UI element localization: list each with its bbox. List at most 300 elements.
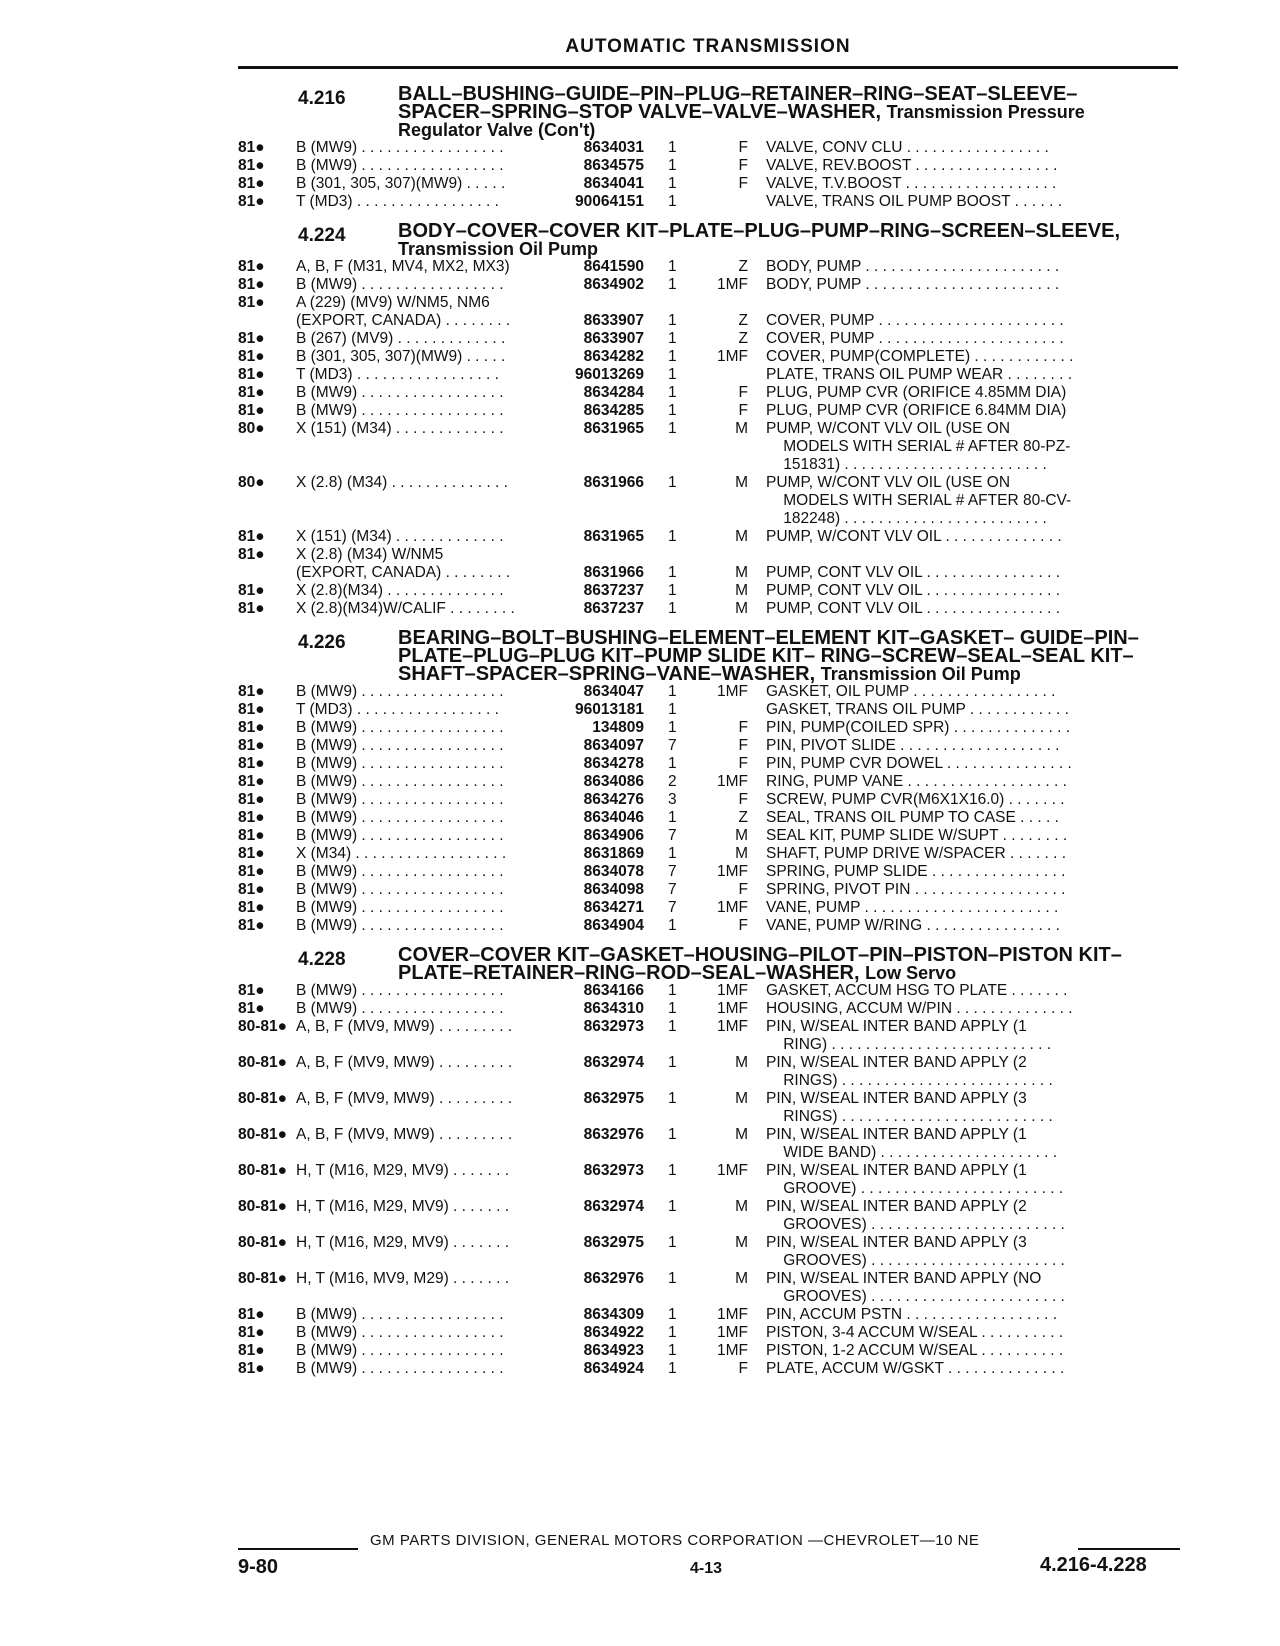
part-description: PLATE, TRANS OIL PUMP WEAR . . . . . . . . — [766, 366, 1073, 383]
part-description: PIN, W/SEAL INTER BAND APPLY (NO GROOVES) . . . . . . . . . . . . . . . . . . . . . . . — [766, 1270, 1065, 1305]
part-entry — [238, 157, 1178, 175]
source-code — [706, 546, 748, 564]
part-entry — [238, 312, 1178, 330]
quantity: 1 — [668, 845, 677, 862]
model-year: 81● — [238, 827, 265, 844]
source-code: Z — [738, 258, 748, 275]
model-year: 81● — [238, 719, 265, 736]
quantity: 7 — [668, 899, 677, 916]
model-year: 81● — [238, 582, 265, 599]
quantity: 1 — [668, 348, 677, 365]
model-year: 81● — [238, 863, 265, 880]
part-number: 8631966 — [583, 564, 644, 581]
part-description — [748, 294, 1119, 312]
model-year: 81● — [238, 1306, 265, 1323]
application: B (MW9) . . . . . . . . . . . . . . . . . — [296, 719, 504, 736]
part-description: PIN, PIVOT SLIDE . . . . . . . . . . . . . . . . . . . — [766, 737, 1060, 754]
quantity: 1 — [668, 474, 677, 491]
part-number: 8632974 — [583, 1054, 644, 1071]
part-entry — [238, 827, 1178, 845]
part-description: PLUG, PUMP CVR (ORIFICE 6.84MM DIA) — [766, 402, 1067, 419]
part-number: 8633907 — [583, 330, 644, 347]
header-rule — [238, 66, 1178, 69]
quantity: 1 — [668, 1126, 677, 1143]
part-description: PLUG, PUMP CVR (ORIFICE 4.85MM DIA) — [766, 384, 1067, 401]
part-entry — [238, 863, 1178, 881]
source-code: 1MF — [717, 1018, 748, 1035]
quantity: 1 — [668, 1270, 677, 1287]
part-number: 8634097 — [583, 737, 644, 754]
application: B (MW9) . . . . . . . . . . . . . . . . . — [296, 402, 504, 419]
part-description: VANE, PUMP W/RING . . . . . . . . . . . . . . . . — [766, 917, 1060, 934]
part-number: 8632974 — [583, 1198, 644, 1215]
section-header — [238, 941, 1178, 982]
part-entry — [238, 809, 1178, 827]
part-number: 8634078 — [583, 863, 644, 880]
source-code: M — [735, 845, 748, 862]
quantity: 1 — [668, 809, 677, 826]
part-entry — [238, 582, 1178, 600]
section-number: 4.224 — [298, 225, 346, 246]
model-year — [238, 564, 296, 582]
part-number: 8631966 — [583, 474, 644, 491]
part-entry — [238, 330, 1178, 348]
part-number: 8632973 — [583, 1162, 644, 1179]
quantity: 1 — [668, 139, 677, 156]
quantity — [644, 294, 706, 312]
part-description: COVER, PUMP(COMPLETE) . . . . . . . . . . . . — [766, 348, 1074, 365]
application: B (MW9) . . . . . . . . . . . . . . . . . — [296, 683, 504, 700]
part-number: 90064151 — [575, 193, 644, 210]
model-year: 81● — [238, 294, 265, 311]
part-number: 8631965 — [583, 528, 644, 545]
source-code: M — [735, 1090, 748, 1107]
part-description: PLATE, ACCUM W/GSKT . . . . . . . . . . . . . . — [766, 1360, 1065, 1377]
source-code: 1MF — [717, 863, 748, 880]
quantity: 1 — [668, 564, 677, 581]
section-number: 4.228 — [298, 949, 346, 970]
part-entry — [238, 755, 1178, 773]
model-year: 80-81● — [238, 1054, 288, 1071]
part-number: 8634276 — [583, 791, 644, 808]
application: B (MW9) . . . . . . . . . . . . . . . . . — [296, 881, 504, 898]
part-number — [566, 546, 644, 564]
part-number: 8632976 — [583, 1270, 644, 1287]
quantity: 1 — [668, 701, 677, 718]
part-number: 8632973 — [583, 1018, 644, 1035]
part-entry — [238, 528, 1178, 546]
model-year: 81● — [238, 917, 265, 934]
model-year: 81● — [238, 258, 265, 275]
model-year — [238, 312, 296, 330]
source-code: M — [735, 1270, 748, 1287]
application: B (MW9) . . . . . . . . . . . . . . . . . — [296, 809, 504, 826]
quantity: 1 — [668, 683, 677, 700]
source-code: M — [735, 528, 748, 545]
section-number: 4.226 — [298, 632, 346, 653]
part-description: PIN, W/SEAL INTER BAND APPLY (2 RINGS) . . . . . . . . . . . . . . . . . . . . . . . . . — [766, 1054, 1053, 1089]
source-code: M — [735, 420, 748, 437]
part-description: GASKET, ACCUM HSG TO PLATE . . . . . . . — [766, 982, 1068, 999]
part-description: RING, PUMP VANE . . . . . . . . . . . . . . . . . . . — [766, 773, 1067, 790]
model-year: 81● — [238, 600, 265, 617]
model-year: 81● — [238, 1360, 265, 1377]
source-code: Z — [738, 312, 748, 329]
part-number: 8631869 — [583, 845, 644, 862]
quantity: 1 — [668, 755, 677, 772]
source-code — [706, 366, 748, 384]
part-entry — [238, 881, 1178, 899]
part-entry — [238, 845, 1178, 863]
application: X (2.8) (M34) . . . . . . . . . . . . . . — [296, 474, 508, 491]
application: B (MW9) . . . . . . . . . . . . . . . . . — [296, 755, 504, 772]
part-entry — [238, 294, 1178, 312]
part-description: VALVE, T.V.BOOST . . . . . . . . . . . . . . . . . . — [766, 175, 1057, 192]
source-code: M — [735, 1234, 748, 1251]
part-number: 8634923 — [583, 1342, 644, 1359]
quantity: 2 — [668, 773, 677, 790]
part-number: 8631965 — [583, 420, 644, 437]
footer-page-number: 4-13 — [690, 1560, 723, 1577]
part-description: VALVE, TRANS OIL PUMP BOOST . . . . . . — [766, 193, 1063, 210]
source-code: M — [735, 582, 748, 599]
model-year: 81● — [238, 881, 265, 898]
part-entry — [238, 1162, 1178, 1198]
part-description: PIN, PUMP(COILED SPR) . . . . . . . . . . . . . . — [766, 719, 1071, 736]
source-code: F — [738, 737, 748, 754]
part-number: 8634046 — [583, 809, 644, 826]
quantity: 1 — [668, 312, 677, 329]
quantity: 1 — [668, 1000, 677, 1017]
application: B (MW9) . . . . . . . . . . . . . . . . . — [296, 791, 504, 808]
application: X (2.8)(M34) . . . . . . . . . . . . . . — [296, 582, 504, 599]
quantity: 1 — [668, 1324, 677, 1341]
source-code: F — [738, 402, 748, 419]
application: B (MW9) . . . . . . . . . . . . . . . . . — [296, 1342, 504, 1359]
model-year: 81● — [238, 528, 265, 545]
part-number: 8634031 — [583, 139, 644, 156]
part-entry — [238, 719, 1178, 737]
application: A, B, F (MV9, MW9) . . . . . . . . . — [296, 1126, 513, 1143]
part-description: PISTON, 1-2 ACCUM W/SEAL . . . . . . . . . . — [766, 1342, 1064, 1359]
part-number: 8634922 — [583, 1324, 644, 1341]
application: X (2.8)(M34)W/CALIF . . . . . . . . — [296, 600, 515, 617]
quantity: 1 — [668, 1342, 677, 1359]
part-number: 8634284 — [583, 384, 644, 401]
model-year: 81● — [238, 683, 265, 700]
part-number: 8637237 — [583, 582, 644, 599]
section-title: BALL–BUSHING–GUIDE–PIN–PLUG–RETAINER–RING–SEAT–SLEEVE–SPACER–SPRING–STOP VALVE–VALVE–WASHER, Transmission Pressure Regulator Valve (Con't) — [398, 83, 1085, 140]
application: B (MW9) . . . . . . . . . . . . . . . . . — [296, 384, 504, 401]
model-year: 81● — [238, 701, 265, 718]
application: A (229) (MV9) W/NM5, NM6 — [296, 294, 490, 311]
part-description: COVER, PUMP . . . . . . . . . . . . . . . . . . . . . . — [766, 312, 1064, 329]
application: (EXPORT, CANADA) . . . . . . . . — [296, 312, 511, 329]
quantity: 1 — [668, 719, 677, 736]
part-description: GASKET, OIL PUMP . . . . . . . . . . . . . . . . . — [766, 683, 1056, 700]
source-code — [706, 701, 748, 719]
part-description: PUMP, W/CONT VLV OIL (USE ON MODELS WITH SERIAL # AFTER 80-PZ- 151831) . . . . . . . . . . . . . . . . . . . . . . . . — [766, 420, 1071, 473]
section-header — [238, 624, 1178, 683]
part-number: 8634271 — [583, 899, 644, 916]
part-description: HOUSING, ACCUM W/PIN . . . . . . . . . . . . . . — [766, 1000, 1073, 1017]
source-code: F — [738, 157, 748, 174]
quantity: 1 — [668, 157, 677, 174]
quantity: 1 — [668, 1234, 677, 1251]
part-description: PIN, W/SEAL INTER BAND APPLY (1 RING) . . . . . . . . . . . . . . . . . . . . . . . . . . — [766, 1018, 1052, 1053]
application: X (M34) . . . . . . . . . . . . . . . . . . — [296, 845, 507, 862]
application: X (151) (M34) . . . . . . . . . . . . . — [296, 420, 504, 437]
part-entry — [238, 193, 1178, 211]
part-entry — [238, 546, 1178, 564]
application: A, B, F (MV9, MW9) . . . . . . . . . — [296, 1018, 513, 1035]
quantity: 1 — [668, 1090, 677, 1107]
model-year: 81● — [238, 384, 265, 401]
part-number: 8634906 — [583, 827, 644, 844]
part-number: 134809 — [592, 719, 644, 736]
section-title: BEARING–BOLT–BUSHING–ELEMENT–ELEMENT KIT–GASKET– GUIDE–PIN–PLATE–PLUG–PLUG KIT–PUMP SLIDE KIT– RING–SCREW–SEAL–SEAL KIT–SHAFT–SPACER–SPRING–VANE–WASHER, Transmission Oil Pump — [398, 627, 1139, 685]
source-code: 1MF — [717, 982, 748, 999]
application: H, T (M16, M29, MV9) . . . . . . . — [296, 1234, 510, 1251]
model-year: 81● — [238, 809, 265, 826]
quantity: 1 — [668, 330, 677, 347]
part-description: SHAFT, PUMP DRIVE W/SPACER . . . . . . . — [766, 845, 1067, 862]
part-number: 8641590 — [583, 258, 644, 275]
quantity: 1 — [668, 600, 677, 617]
application: B (301, 305, 307)(MW9) . . . . . — [296, 348, 506, 365]
application: H, T (M16, M29, MV9) . . . . . . . — [296, 1162, 510, 1179]
part-entry — [238, 1342, 1178, 1360]
part-number: 8634309 — [583, 1306, 644, 1323]
model-year: 81● — [238, 845, 265, 862]
part-description: BODY, PUMP . . . . . . . . . . . . . . . . . . . . . . . — [766, 276, 1060, 293]
source-code: 1MF — [717, 276, 748, 293]
part-entry — [238, 1054, 1178, 1090]
part-number: 8634904 — [583, 917, 644, 934]
application: T (MD3) . . . . . . . . . . . . . . . . . — [296, 366, 499, 383]
part-number: 8634285 — [583, 402, 644, 419]
model-year: 81● — [238, 330, 265, 347]
part-description: SCREW, PUMP CVR(M6X1X16.0) . . . . . . . — [766, 791, 1065, 808]
source-code: F — [738, 917, 748, 934]
quantity: 1 — [668, 982, 677, 999]
part-description: SEAL, TRANS OIL PUMP TO CASE . . . . . — [766, 809, 1059, 826]
part-description: COVER, PUMP . . . . . . . . . . . . . . . . . . . . . . — [766, 330, 1064, 347]
model-year: 81● — [238, 157, 265, 174]
part-description: PIN, W/SEAL INTER BAND APPLY (3 RINGS) . . . . . . . . . . . . . . . . . . . . . . . . . — [766, 1090, 1053, 1125]
part-entry — [238, 899, 1178, 917]
application: B (MW9) . . . . . . . . . . . . . . . . . — [296, 982, 504, 999]
parts-section — [238, 941, 1178, 1378]
quantity: 1 — [668, 193, 677, 210]
source-code: F — [738, 384, 748, 401]
part-description: SPRING, PUMP SLIDE . . . . . . . . . . . . . . . . — [766, 863, 1066, 880]
model-year: 80-81● — [238, 1126, 288, 1143]
part-description: SEAL KIT, PUMP SLIDE W/SUPT . . . . . . . . — [766, 827, 1068, 844]
source-code: M — [735, 474, 748, 491]
model-year: 81● — [238, 402, 265, 419]
source-code: F — [738, 1360, 748, 1377]
model-year: 81● — [238, 175, 265, 192]
part-number: 8634575 — [583, 157, 644, 174]
part-entry — [238, 276, 1178, 294]
quantity: 1 — [668, 528, 677, 545]
part-number: 8632975 — [583, 1090, 644, 1107]
quantity: 1 — [668, 276, 677, 293]
application: B (MW9) . . . . . . . . . . . . . . . . . — [296, 157, 504, 174]
application: B (MW9) . . . . . . . . . . . . . . . . . — [296, 899, 504, 916]
application: B (MW9) . . . . . . . . . . . . . . . . . — [296, 1360, 504, 1377]
application: B (301, 305, 307)(MW9) . . . . . — [296, 175, 506, 192]
quantity: 1 — [668, 1198, 677, 1215]
model-year: 81● — [238, 773, 265, 790]
part-description: PUMP, CONT VLV OIL . . . . . . . . . . . . . . . . — [766, 600, 1061, 617]
source-code: F — [738, 881, 748, 898]
part-entry — [238, 1018, 1178, 1054]
section-title: BODY–COVER–COVER KIT–PLATE–PLUG–PUMP–RING–SCREEN–SLEEVE, Transmission Oil Pump — [398, 220, 1121, 259]
part-entry — [238, 737, 1178, 755]
model-year: 80-81● — [238, 1018, 288, 1035]
part-description: PUMP, W/CONT VLV OIL (USE ON MODELS WITH SERIAL # AFTER 80-CV- 182248) . . . . . . . . . . . . . . . . . . . . . . . . — [766, 474, 1072, 527]
parts-section — [238, 624, 1178, 935]
quantity: 1 — [668, 1162, 677, 1179]
quantity: 1 — [668, 366, 677, 383]
application: T (MD3) . . . . . . . . . . . . . . . . . — [296, 193, 499, 210]
quantity: 7 — [668, 827, 677, 844]
quantity: 1 — [668, 402, 677, 419]
part-description: VALVE, REV.BOOST . . . . . . . . . . . . . . . . . — [766, 157, 1058, 174]
model-year: 81● — [238, 348, 265, 365]
source-code: F — [738, 755, 748, 772]
quantity: 1 — [668, 582, 677, 599]
part-entry — [238, 474, 1178, 528]
part-number: 8634924 — [583, 1360, 644, 1377]
part-entry — [238, 1198, 1178, 1234]
model-year: 81● — [238, 276, 265, 293]
quantity: 7 — [668, 737, 677, 754]
quantity: 1 — [668, 420, 677, 437]
source-code: 1MF — [717, 348, 748, 365]
model-year: 81● — [238, 139, 265, 156]
source-code: Z — [738, 809, 748, 826]
source-code: M — [735, 564, 748, 581]
part-number: 8634166 — [583, 982, 644, 999]
model-year: 80● — [238, 474, 265, 491]
part-entry — [238, 258, 1178, 276]
footer-text: GM PARTS DIVISION, GENERAL MOTORS CORPORATION —CHEVROLET—10 NE — [370, 1532, 980, 1549]
part-entry — [238, 384, 1178, 402]
part-entry — [238, 982, 1178, 1000]
model-year: 81● — [238, 1000, 265, 1017]
application: B (MW9) . . . . . . . . . . . . . . . . . — [296, 827, 504, 844]
application: A, B, F (MV9, MW9) . . . . . . . . . — [296, 1090, 513, 1107]
application: B (MW9) . . . . . . . . . . . . . . . . . — [296, 917, 504, 934]
source-code: F — [738, 719, 748, 736]
model-year: 81● — [238, 1324, 265, 1341]
quantity: 1 — [668, 384, 677, 401]
part-description: BODY, PUMP . . . . . . . . . . . . . . . . . . . . . . . — [766, 258, 1060, 275]
part-number: 8634041 — [583, 175, 644, 192]
quantity: 1 — [668, 175, 677, 192]
part-number: 8634278 — [583, 755, 644, 772]
part-entry — [238, 175, 1178, 193]
parts-section — [238, 80, 1178, 211]
application: B (MW9) . . . . . . . . . . . . . . . . . — [296, 773, 504, 790]
source-code — [706, 294, 748, 312]
source-code: 1MF — [717, 773, 748, 790]
part-number: 8634086 — [583, 773, 644, 790]
model-year: 80-81● — [238, 1198, 288, 1215]
part-number — [566, 294, 644, 312]
application: B (MW9) . . . . . . . . . . . . . . . . . — [296, 1000, 504, 1017]
part-description: PUMP, CONT VLV OIL . . . . . . . . . . . . . . . . — [766, 582, 1061, 599]
footer-section-range: 4.216-4.228 — [1040, 1554, 1147, 1576]
quantity: 1 — [668, 1306, 677, 1323]
part-number: 8633907 — [583, 312, 644, 329]
part-entry — [238, 1090, 1178, 1126]
part-description: PIN, W/SEAL INTER BAND APPLY (1 WIDE BAND) . . . . . . . . . . . . . . . . . . . . . — [766, 1126, 1058, 1161]
part-description: PIN, W/SEAL INTER BAND APPLY (1 GROOVE) . . . . . . . . . . . . . . . . . . . . . . . . — [766, 1162, 1064, 1197]
quantity: 1 — [668, 1360, 677, 1377]
application: B (MW9) . . . . . . . . . . . . . . . . . — [296, 863, 504, 880]
part-entry — [238, 917, 1178, 935]
application: X (2.8) (M34) W/NM5 — [296, 546, 444, 563]
parts-listing — [238, 74, 1178, 1378]
model-year: 81● — [238, 193, 265, 210]
part-description: PISTON, 3-4 ACCUM W/SEAL . . . . . . . . . . — [766, 1324, 1064, 1341]
section-subtitle: Transmission Oil Pump — [820, 664, 1021, 684]
model-year: 80-81● — [238, 1234, 288, 1251]
part-entry — [238, 366, 1178, 384]
source-code: 1MF — [717, 1000, 748, 1017]
part-description: VALVE, CONV CLU . . . . . . . . . . . . . . . . . — [766, 139, 1049, 156]
source-code — [706, 193, 748, 211]
part-description: SPRING, PIVOT PIN . . . . . . . . . . . . . . . . . . — [766, 881, 1066, 898]
part-number: 8634098 — [583, 881, 644, 898]
part-number: 8632975 — [583, 1234, 644, 1251]
application: B (MW9) . . . . . . . . . . . . . . . . . — [296, 276, 504, 293]
source-code: 1MF — [717, 1162, 748, 1179]
quantity: 1 — [668, 258, 677, 275]
model-year: 81● — [238, 982, 265, 999]
section-subtitle: Low Servo — [865, 963, 957, 983]
model-year: 81● — [238, 546, 265, 563]
source-code: 1MF — [717, 1324, 748, 1341]
part-description: PIN, PUMP CVR DOWEL . . . . . . . . . . . . . . . — [766, 755, 1072, 772]
part-entry — [238, 1000, 1178, 1018]
application: H, T (M16, M29, MV9) . . . . . . . — [296, 1198, 510, 1215]
footer-rule-right — [1078, 1548, 1180, 1550]
part-entry — [238, 1360, 1178, 1378]
source-code: 1MF — [717, 1306, 748, 1323]
model-year: 80-81● — [238, 1162, 288, 1179]
footer-rule-left — [238, 1548, 358, 1550]
part-number: 8634047 — [583, 683, 644, 700]
source-code: F — [738, 175, 748, 192]
part-entry — [238, 1270, 1178, 1306]
application: A, B, F (M31, MV4, MX2, MX3) — [296, 258, 510, 275]
model-year: 81● — [238, 791, 265, 808]
source-code: F — [738, 791, 748, 808]
application: (EXPORT, CANADA) . . . . . . . . — [296, 564, 511, 581]
quantity: 7 — [668, 863, 677, 880]
part-entry — [238, 683, 1178, 701]
part-number: 8632976 — [583, 1126, 644, 1143]
part-entry — [238, 402, 1178, 420]
source-code: M — [735, 1054, 748, 1071]
application: B (MW9) . . . . . . . . . . . . . . . . . — [296, 1306, 504, 1323]
model-year: 81● — [238, 366, 265, 383]
